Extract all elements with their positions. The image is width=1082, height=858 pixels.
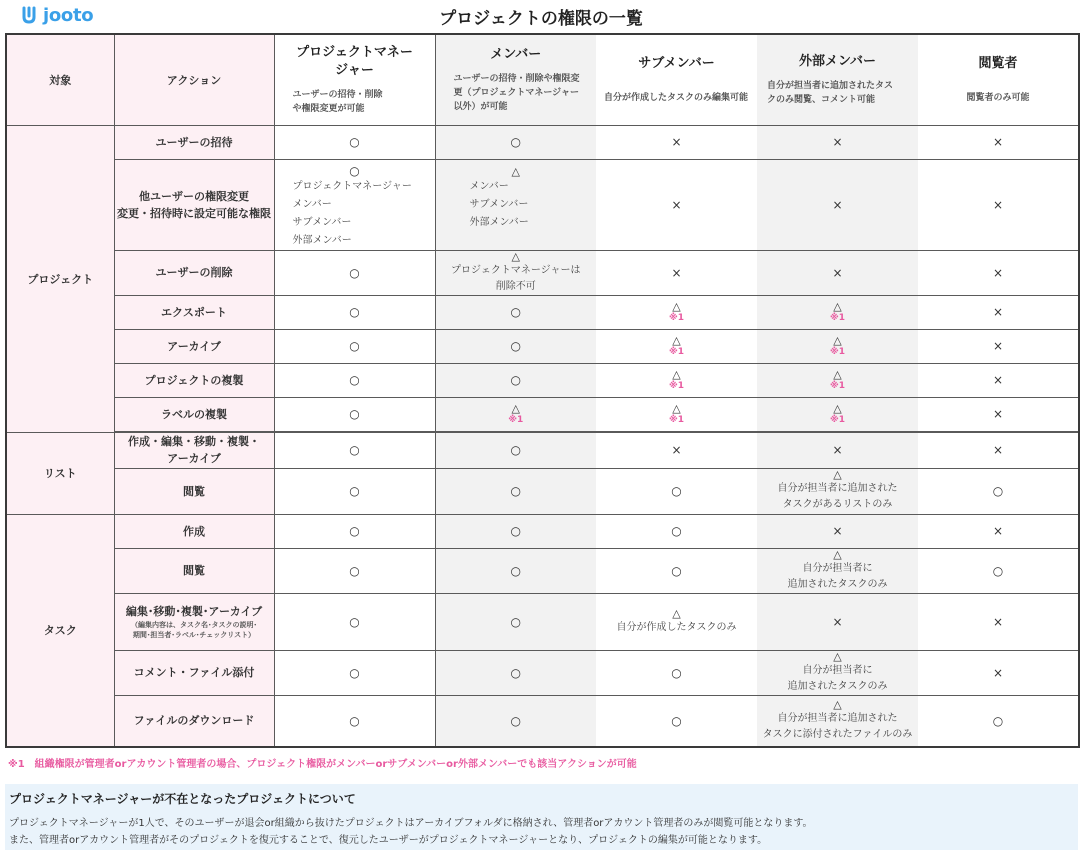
ok-mark: ○ [349, 614, 360, 629]
role-option: サブメンバー [292, 216, 352, 228]
ng-mark: × [671, 443, 682, 457]
ok-mark: ○ [510, 713, 521, 728]
ng-mark: × [992, 407, 1004, 421]
role-option: プロジェクトマネージャー [292, 180, 412, 192]
partial-mark: △ [672, 402, 681, 415]
action-label: ファイルのダウンロード [114, 695, 274, 747]
ok-mark: ○ [349, 305, 360, 319]
ok-mark: ○ [349, 407, 360, 421]
ng-mark: × [832, 135, 843, 149]
partial-mark: △ [833, 697, 842, 711]
ng-mark: × [671, 265, 682, 280]
role-name: サブメンバー [638, 55, 715, 71]
ok-mark: ○ [349, 443, 360, 457]
note-ref: ※1 [508, 415, 524, 425]
ng-mark: × [992, 265, 1004, 280]
note-ref: ※1 [668, 347, 684, 357]
role-desc: 自分が作成したタスクのみ編集可能 [604, 92, 749, 103]
note-ref: ※1 [668, 381, 684, 391]
ok-mark: ○ [349, 265, 360, 280]
table-row [6, 363, 1079, 397]
header-role-member [435, 34, 596, 125]
role-desc: 自分が担当者に追加されたタスクのみ閲覧、コメント可能 [767, 80, 894, 105]
table-row [6, 159, 1079, 250]
action-label: エクスポート [114, 295, 274, 329]
action-label: 閲覧 [114, 548, 274, 593]
role-option: メンバー [469, 180, 509, 192]
ng-mark: × [992, 443, 1004, 457]
ok-mark: ○ [992, 484, 1004, 498]
ok-mark: ○ [510, 305, 521, 319]
partial-mark: △ [833, 300, 842, 313]
ng-mark: × [992, 524, 1004, 538]
table-row [6, 329, 1079, 363]
ok-mark: ○ [349, 665, 360, 680]
ng-mark: × [671, 135, 682, 149]
partial-mark: △ [672, 334, 681, 347]
partial-mark: △ [511, 164, 520, 178]
ng-mark: × [992, 339, 1004, 353]
ng-mark: × [992, 305, 1004, 319]
ok-mark: ○ [671, 665, 682, 680]
ng-mark: × [832, 197, 843, 212]
cell-note: 自分が担当者に [802, 562, 873, 574]
action-label-line: 変更・招待時に設定可能な権限 [117, 206, 271, 220]
ok-mark: ○ [671, 713, 682, 728]
ng-mark: × [832, 524, 843, 538]
cell-note: タスクがあるリストのみ [782, 499, 893, 510]
note-ref: ※1 [829, 415, 845, 425]
ng-mark: × [992, 373, 1004, 387]
ng-mark: × [832, 443, 843, 457]
header-target: 対象 [6, 34, 114, 125]
info-title: プロジェクトマネージャーが不在となったプロジェクトについて [9, 792, 356, 806]
role-name: メンバー [490, 46, 542, 62]
ng-mark: × [992, 614, 1004, 629]
partial-mark: △ [511, 402, 520, 415]
action-label [114, 593, 274, 650]
role-desc: ユーザーの招待・削除や権限変更（プロジェクトマネージャー以外）が可能 [453, 73, 580, 112]
role-option: 外部メンバー [469, 216, 529, 228]
cell-note: 削除不可 [495, 280, 536, 292]
ng-mark: × [832, 265, 843, 280]
table-row [6, 548, 1079, 593]
action-subnote: （編集内容は、タスク名･タスクの説明･ [131, 621, 257, 629]
note-ref: ※1 [668, 415, 684, 425]
partial-mark: △ [672, 300, 681, 313]
group-project: プロジェクト [6, 125, 114, 432]
role-option: 外部メンバー [292, 234, 352, 246]
table-row [6, 295, 1079, 329]
partial-mark: △ [833, 650, 842, 663]
role-name: 外部メンバー [798, 53, 877, 69]
permission-table [5, 33, 1080, 748]
ok-mark: ○ [349, 135, 360, 149]
action-label-line: 作成・編集・移動・複製・ [128, 435, 260, 448]
role-desc: 閲覧者のみ可能 [966, 92, 1030, 103]
page-title: プロジェクトの権限の一覧 [439, 9, 643, 29]
cell-note: 追加されたタスクのみ [787, 578, 888, 590]
action-label [114, 159, 274, 250]
table-row [6, 125, 1079, 159]
header-role-viewer [918, 34, 1079, 125]
ok-mark: ○ [671, 563, 682, 578]
ok-mark: ○ [349, 563, 360, 578]
header-action: アクション [114, 34, 274, 125]
action-label: ユーザーの招待 [114, 125, 274, 159]
note-ref: ※1 [668, 313, 684, 323]
cell-note: プロジェクトマネージャーは [451, 264, 581, 276]
action-label: ユーザーの削除 [114, 250, 274, 295]
header-role-external [757, 34, 918, 125]
ok-mark: ○ [510, 373, 521, 387]
ok-mark: ○ [510, 614, 521, 629]
ok-mark: ○ [349, 163, 360, 178]
info-box [5, 784, 1078, 850]
table-row [6, 593, 1079, 650]
ok-mark: ○ [349, 713, 360, 728]
partial-mark: △ [833, 334, 842, 347]
table-row [6, 695, 1079, 747]
ok-mark: ○ [671, 524, 682, 538]
ng-mark: × [832, 614, 843, 629]
action-label: 作成 [114, 514, 274, 548]
partial-mark: △ [833, 368, 842, 381]
table-row [6, 397, 1079, 431]
ok-mark: ○ [510, 135, 521, 149]
table-row [6, 250, 1079, 295]
logo-text: jooto [43, 4, 94, 26]
partial-mark: △ [833, 468, 842, 481]
cell-note: 自分が担当者に [802, 664, 873, 676]
note-ref: ※1 [829, 347, 845, 357]
role-name: 閲覧者 [978, 55, 1018, 71]
role-name: プロジェクトマネージャー [296, 44, 413, 78]
header-row [6, 34, 1079, 125]
partial-mark: △ [833, 402, 842, 415]
group-list: リスト [6, 432, 114, 514]
cell-note: 自分が担当者に追加された [777, 712, 898, 724]
ng-mark: × [671, 197, 682, 212]
ok-mark: ○ [510, 563, 521, 578]
action-label-line: 編集･移動･複製･アーカイブ [125, 605, 263, 618]
action-label [114, 432, 274, 468]
action-label: プロジェクトの複製 [114, 363, 274, 397]
action-label: 閲覧 [114, 468, 274, 514]
ok-mark: ○ [510, 524, 521, 538]
table-row [6, 432, 1079, 468]
partial-mark: △ [511, 250, 520, 263]
note-ref: ※1 [829, 313, 845, 323]
info-line: プロジェクトマネージャーが1人で、そのユーザーが退会or組織から抜けたプロジェクトはアーカイブフォルダに格納され、管理者orアカウント管理者のみが閲覧可能となります。 [9, 818, 813, 829]
action-label: アーカイブ [114, 329, 274, 363]
ng-mark: × [992, 665, 1004, 680]
partial-mark: △ [672, 368, 681, 381]
action-label: コメント・ファイル添付 [114, 650, 274, 695]
ok-mark: ○ [992, 563, 1004, 578]
role-option: サブメンバー [469, 198, 529, 210]
ng-mark: × [992, 135, 1004, 149]
ok-mark: ○ [510, 484, 521, 498]
note-ref: ※1 [829, 381, 845, 391]
header-role-pm [274, 34, 435, 125]
ok-mark: ○ [671, 484, 682, 498]
cell-note: 追加されたタスクのみ [787, 680, 888, 692]
ok-mark: ○ [510, 665, 521, 680]
group-task: タスク [6, 514, 114, 747]
ok-mark: ○ [510, 443, 521, 457]
action-label-line: アーカイブ [167, 452, 221, 465]
table-row [6, 514, 1079, 548]
action-label: ラベルの複製 [114, 397, 274, 431]
ok-mark: ○ [992, 713, 1004, 728]
header-role-submember [596, 34, 757, 125]
action-label-line: 他ユーザーの権限変更 [139, 189, 249, 203]
ok-mark: ○ [349, 524, 360, 538]
role-option: メンバー [292, 198, 332, 210]
ok-mark: ○ [349, 484, 360, 498]
footnote: ※1 組織権限が管理者orアカウント管理者の場合、プロジェクト権限がメンバーorサブメンバーor外部メンバーでも該当アクションが可能 [8, 759, 637, 770]
info-line: また、管理者orアカウント管理者がそのプロジェクトを復元することで、復元したユーザーがプロジェクトマネージャーとなり、プロジェクトの編集が可能となります。 [9, 835, 768, 846]
partial-mark: △ [672, 606, 681, 620]
ok-mark: ○ [510, 339, 521, 353]
ok-mark: ○ [349, 373, 360, 387]
partial-mark: △ [833, 548, 842, 561]
cell-note: 自分が作成したタスクのみ [616, 621, 737, 633]
cell-note: タスクに添付されたファイルのみ [762, 728, 913, 740]
table-row [6, 468, 1079, 514]
table-row [6, 650, 1079, 695]
ng-mark: × [992, 197, 1004, 212]
cell-note: 自分が担当者に追加された [777, 483, 898, 494]
ok-mark: ○ [349, 339, 360, 353]
role-desc: ユーザーの招待・削除や権限変更が可能 [292, 89, 383, 114]
action-subnote: 期間･担当者･ラベル･チェックリスト） [132, 631, 256, 639]
